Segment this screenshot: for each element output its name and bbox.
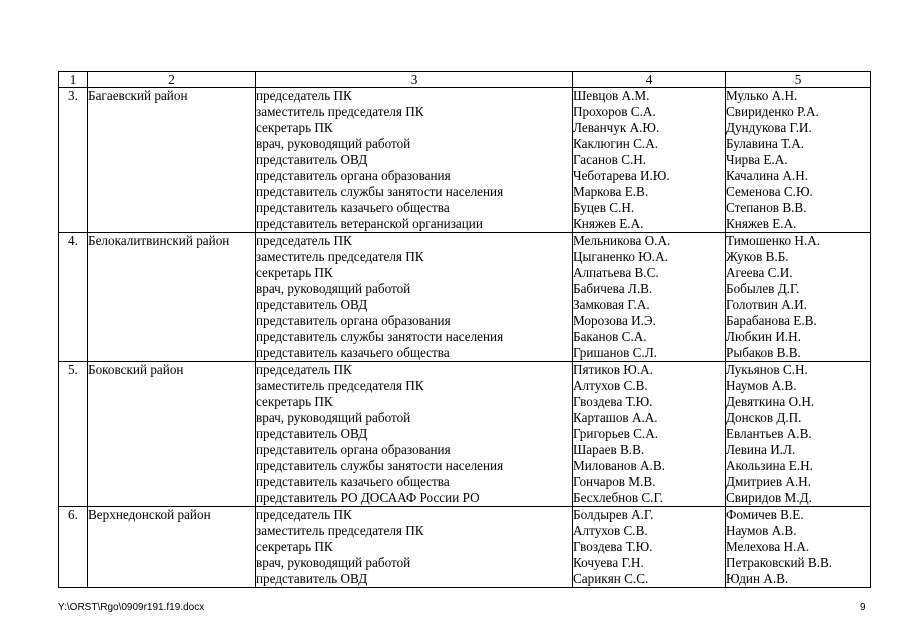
role-item: представитель казачьего общества	[256, 474, 450, 489]
role-item: секретарь ПК	[256, 394, 333, 409]
reserve-name: Княжев Е.А.	[726, 216, 797, 231]
reserve-name: Фомичев В.Е.	[726, 507, 804, 522]
commission-table	[58, 71, 871, 588]
member-name: Бесхлебнов С.Г.	[573, 490, 663, 505]
member-name: Маркова Е.В.	[573, 184, 649, 199]
reserve-name: Семенова С.Ю.	[726, 184, 813, 199]
member-list	[573, 507, 726, 588]
reserve-name: Дундукова Г.И.	[726, 120, 812, 135]
header-row	[59, 72, 871, 88]
column-header-3: 3	[256, 72, 573, 88]
reserve-name: Степанов В.В.	[726, 200, 807, 215]
role-item: представитель казачьего общества	[256, 200, 450, 215]
member-name: Алпатьева В.С.	[573, 265, 659, 280]
reserve-name: Булавина Т.А.	[726, 136, 805, 151]
role-item: представитель РО ДОСААФ России РО	[256, 490, 480, 505]
row-number: 3.	[59, 88, 88, 233]
member-name: Гвоздева Т.Ю.	[573, 394, 653, 409]
reserve-list	[726, 507, 871, 588]
role-item: представитель органа образования	[256, 168, 451, 183]
table-row	[59, 507, 871, 588]
member-name: Княжев Е.А.	[573, 216, 644, 231]
role-item: представитель ОВД	[256, 571, 368, 586]
column-header-2: 2	[88, 72, 256, 88]
table-row	[59, 88, 871, 233]
member-name: Шараев В.В.	[573, 442, 645, 457]
role-item: председатель ПК	[256, 233, 352, 248]
role-item: представитель органа образования	[256, 442, 451, 457]
member-name: Морозова И.Э.	[573, 313, 656, 328]
role-item: заместитель председателя ПК	[256, 104, 424, 119]
member-list	[573, 362, 726, 507]
table-row	[59, 233, 871, 362]
member-list	[573, 88, 726, 233]
reserve-name: Мелехова Н.А.	[726, 539, 810, 554]
reserve-name: Юдин А.В.	[726, 571, 789, 586]
role-item: заместитель председателя ПК	[256, 249, 424, 264]
reserve-name: Девяткина О.Н.	[726, 394, 815, 409]
reserve-name: Левина И.Л.	[726, 442, 796, 457]
role-item: представитель ОВД	[256, 426, 368, 441]
member-name: Сарикян С.С.	[573, 571, 649, 586]
role-item: секретарь ПК	[256, 265, 333, 280]
column-header-5: 5	[726, 72, 871, 88]
role-item: представитель органа образования	[256, 313, 451, 328]
table-row	[59, 362, 871, 507]
role-item: заместитель председателя ПК	[256, 523, 424, 538]
role-item: секретарь ПК	[256, 120, 333, 135]
member-name: Мельникова О.А.	[573, 233, 671, 248]
reserve-name: Чирва Е.А.	[726, 152, 788, 167]
role-list	[256, 507, 573, 588]
role-item: председатель ПК	[256, 507, 352, 522]
reserve-name: Свиридов М.Д.	[726, 490, 812, 505]
district-name: Багаевский район	[88, 88, 256, 233]
table-body	[59, 88, 871, 588]
row-number: 4.	[59, 233, 88, 362]
member-name: Кочуева Г.Н.	[573, 555, 644, 570]
district-name: Верхнедонской район	[88, 507, 256, 588]
page-number: 9	[860, 602, 866, 613]
reserve-name: Мулько А.Н.	[726, 88, 798, 103]
role-list	[256, 88, 573, 233]
member-name: Пятиков Ю.А.	[573, 362, 653, 377]
role-item: представитель службы занятости населения	[256, 329, 504, 344]
row-number: 5.	[59, 362, 88, 507]
reserve-name: Евлантьев А.В.	[726, 426, 812, 441]
reserve-name: Любкин И.Н.	[726, 329, 801, 344]
reserve-name: Наумов А.В.	[726, 523, 797, 538]
role-item: врач, руководящий работой	[256, 410, 411, 425]
role-item: представитель ветеранской организации	[256, 216, 483, 231]
role-item: представитель ОВД	[256, 297, 368, 312]
role-item: председатель ПК	[256, 362, 352, 377]
member-name: Буцев С.Н.	[573, 200, 635, 215]
role-item: врач, руководящий работой	[256, 281, 411, 296]
member-name: Карташов А.А.	[573, 410, 658, 425]
reserve-list	[726, 233, 871, 362]
role-item: представитель казачьего общества	[256, 345, 450, 360]
member-name: Гончаров М.В.	[573, 474, 656, 489]
reserve-list	[726, 88, 871, 233]
member-name: Чеботарева И.Ю.	[573, 168, 670, 183]
member-name: Цыганенко Ю.А.	[573, 249, 668, 264]
member-name: Алтухов С.В.	[573, 523, 648, 538]
reserve-list	[726, 362, 871, 507]
role-item: представитель ОВД	[256, 152, 368, 167]
reserve-name: Дмитриев А.Н.	[726, 474, 811, 489]
member-name: Алтухов С.В.	[573, 378, 648, 393]
role-list	[256, 233, 573, 362]
role-item: председатель ПК	[256, 88, 352, 103]
member-name: Григорьев С.А.	[573, 426, 659, 441]
member-name: Гришанов С.Л.	[573, 345, 657, 360]
reserve-name: Бобылев Д.Г.	[726, 281, 800, 296]
district-name: Белокалитвинский район	[88, 233, 256, 362]
footer-file-path: Y:\ORST\Rgo\0909r191.f19.docx	[58, 602, 205, 613]
reserve-name: Рыбаков В.В.	[726, 345, 801, 360]
column-header-1: 1	[59, 72, 88, 88]
member-name: Бабичева Л.В.	[573, 281, 653, 296]
reserve-name: Донсков Д.П.	[726, 410, 802, 425]
reserve-name: Петраковский В.В.	[726, 555, 833, 570]
role-item: секретарь ПК	[256, 539, 333, 554]
reserve-name: Свириденко Р.А.	[726, 104, 819, 119]
member-list	[573, 233, 726, 362]
reserve-name: Качалина А.Н.	[726, 168, 809, 183]
reserve-name: Акользина Е.Н.	[726, 458, 813, 473]
member-name: Замковая Г.А.	[573, 297, 650, 312]
member-name: Леванчук А.Ю.	[573, 120, 660, 135]
district-name: Боковский район	[88, 362, 256, 507]
role-item: представитель службы занятости населения	[256, 458, 504, 473]
reserve-name: Жуков В.Б.	[726, 249, 789, 264]
member-name: Гасанов С.Н.	[573, 152, 647, 167]
row-number: 6.	[59, 507, 88, 588]
reserve-name: Голотвин А.И.	[726, 297, 807, 312]
member-name: Милованов А.В.	[573, 458, 665, 473]
member-name: Каклюгин С.А.	[573, 136, 659, 151]
reserve-name: Тимошенко Н.А.	[726, 233, 821, 248]
reserve-name: Барабанова Е.В.	[726, 313, 817, 328]
member-name: Болдырев А.Г.	[573, 507, 654, 522]
reserve-name: Агеева С.И.	[726, 265, 793, 280]
role-item: врач, руководящий работой	[256, 555, 411, 570]
member-name: Прохоров С.А.	[573, 104, 656, 119]
role-item: заместитель председателя ПК	[256, 378, 424, 393]
role-item: врач, руководящий работой	[256, 136, 411, 151]
column-header-4: 4	[573, 72, 726, 88]
member-name: Гвоздева Т.Ю.	[573, 539, 653, 554]
role-list	[256, 362, 573, 507]
reserve-name: Лукьянов С.Н.	[726, 362, 808, 377]
member-name: Шевцов А.М.	[573, 88, 650, 103]
reserve-name: Наумов А.В.	[726, 378, 797, 393]
role-item: представитель службы занятости населения	[256, 184, 504, 199]
member-name: Баканов С.А.	[573, 329, 647, 344]
